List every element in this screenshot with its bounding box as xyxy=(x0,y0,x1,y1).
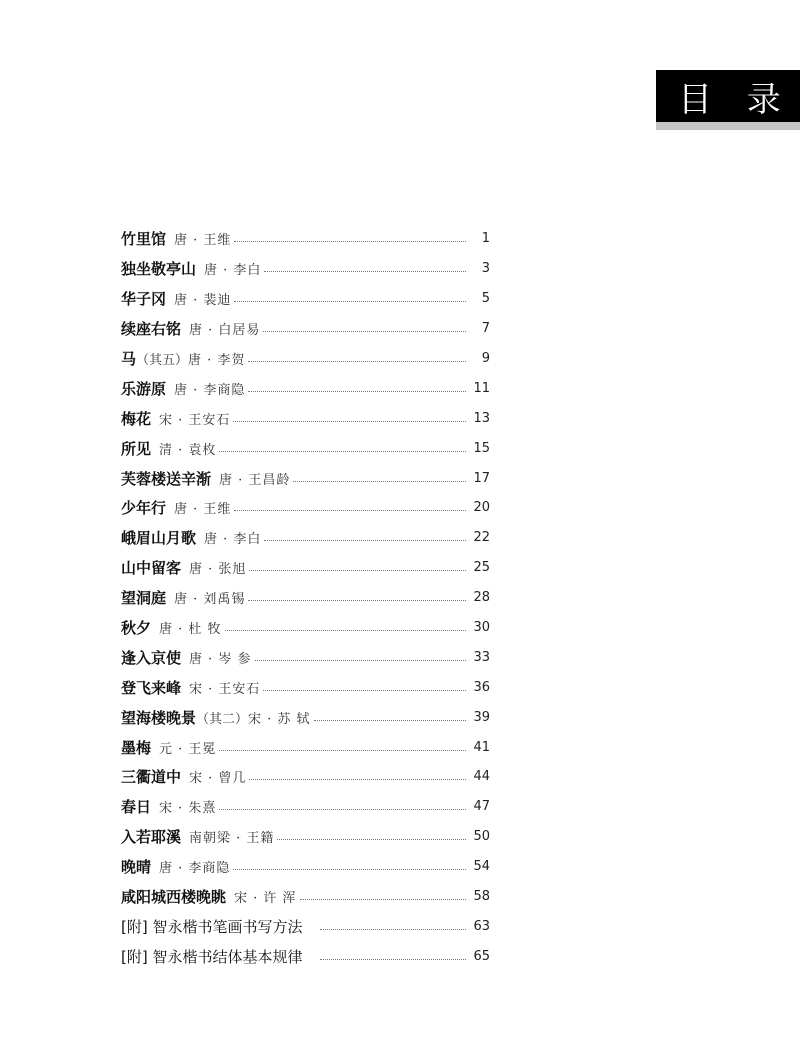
poem-author: 唐 · 李商隐 xyxy=(174,382,246,398)
poem-author: 唐 · 裴迪 xyxy=(174,293,232,309)
poem-author: 唐 · 李商隐 xyxy=(159,861,231,877)
page-number: 58 xyxy=(473,889,490,905)
dot-leader xyxy=(293,481,466,482)
poem-author: 唐 · 张旭 xyxy=(189,562,247,578)
poem-title: 逢入京使 xyxy=(121,648,182,667)
page-number: 5 xyxy=(481,291,490,307)
poem-title: 独坐敬亭山 xyxy=(121,260,197,279)
poem-title: 少年行 xyxy=(121,499,167,518)
dot-leader xyxy=(263,331,466,332)
poem-author: 唐 · 王维 xyxy=(174,233,232,249)
toc-entry[interactable] xyxy=(121,463,490,493)
dot-leader xyxy=(277,839,466,840)
dot-leader xyxy=(233,869,466,870)
dot-leader xyxy=(263,690,466,691)
toc-entry[interactable] xyxy=(121,433,490,463)
toc-entry[interactable] xyxy=(121,583,490,613)
dot-leader xyxy=(234,301,466,302)
poem-title: 望洞庭 xyxy=(121,589,167,608)
toc-entry[interactable] xyxy=(121,403,490,433)
toc-entry[interactable] xyxy=(121,224,490,254)
dot-leader xyxy=(248,391,466,392)
poem-author: 南朝梁 · 王籍 xyxy=(189,831,275,847)
toc-entry[interactable] xyxy=(121,882,490,912)
poem-title: 登飞来峰 xyxy=(121,678,182,697)
page-number: 25 xyxy=(473,560,490,576)
poem-author: 唐 · 杜 牧 xyxy=(159,622,222,638)
page-number: 36 xyxy=(473,679,490,695)
page-number: 3 xyxy=(481,261,490,277)
poem-author: 唐 · 王昌龄 xyxy=(219,472,291,488)
dot-leader xyxy=(234,510,466,511)
poem-title: 芙蓉楼送辛渐 xyxy=(121,469,212,488)
toc-entry[interactable] xyxy=(121,642,490,672)
poem-author: 唐 · 白居易 xyxy=(189,323,261,339)
page-number: 30 xyxy=(473,620,490,636)
poem-author: 清 · 袁枚 xyxy=(159,442,217,458)
toc-entry[interactable] xyxy=(121,762,490,792)
toc-entry[interactable] xyxy=(121,702,490,732)
toc-entry[interactable] xyxy=(121,732,490,762)
toc-entry[interactable] xyxy=(121,553,490,583)
page-number: 13 xyxy=(473,410,490,426)
poem-title: 墨梅 xyxy=(121,738,152,757)
page-number: 54 xyxy=(473,859,490,875)
poem-title: 晚晴 xyxy=(121,858,152,877)
page-number: 1 xyxy=(481,231,490,247)
poem-title: 春日 xyxy=(121,798,152,817)
poem-author: 元 · 王冕 xyxy=(159,741,217,757)
toc-entry[interactable] xyxy=(121,373,490,403)
poem-title: 咸阳城西楼晚眺 xyxy=(121,888,227,907)
poem-title: 马 xyxy=(121,350,137,368)
dot-leader xyxy=(264,271,466,272)
toc-entry[interactable] xyxy=(121,852,490,882)
poem-author: 唐 · 李白 xyxy=(204,532,262,548)
toc-entry[interactable] xyxy=(121,284,490,314)
poem-author: 宋 · 曾几 xyxy=(189,771,247,787)
poem-title: 梅花 xyxy=(121,409,152,428)
appendix-title: [附] 智永楷书结体基本规律 xyxy=(121,947,303,966)
dot-leader xyxy=(320,929,466,930)
toc-entry[interactable] xyxy=(121,254,490,284)
dot-leader xyxy=(219,750,466,751)
poem-title: 山中留客 xyxy=(121,559,182,578)
dot-leader xyxy=(233,421,466,422)
toc-header-title: 目 录 xyxy=(656,70,800,122)
dot-leader xyxy=(248,600,466,601)
page-number: 9 xyxy=(481,351,490,366)
poem-subtitle: （其二） xyxy=(196,711,249,727)
toc-appendix-entry[interactable] xyxy=(121,911,490,941)
poem-author: 宋 · 朱熹 xyxy=(159,801,217,817)
poem-title: 竹里馆 xyxy=(121,230,167,249)
toc-entry[interactable] xyxy=(121,314,490,344)
toc-entry[interactable] xyxy=(121,493,490,523)
page-number: 17 xyxy=(473,470,490,486)
page-number: 63 xyxy=(473,918,490,934)
poem-title: 望海楼晚景 xyxy=(121,708,197,727)
toc-entry[interactable] xyxy=(121,792,490,822)
toc-header-tab xyxy=(656,70,800,130)
toc-appendix-entry[interactable] xyxy=(121,941,490,971)
page-number: 11 xyxy=(473,380,490,396)
poem-title: 续座右铭 xyxy=(121,320,182,339)
dot-leader xyxy=(249,779,466,780)
dot-leader xyxy=(300,899,466,900)
dot-leader xyxy=(320,959,466,960)
page-number: 15 xyxy=(473,440,490,456)
dot-leader xyxy=(255,660,466,661)
poem-title: 峨眉山月歌 xyxy=(121,529,197,548)
toc-entry[interactable] xyxy=(121,613,490,643)
poem-author: 宋 · 许 浑 xyxy=(234,891,297,907)
dot-leader xyxy=(264,540,466,541)
page-number: 65 xyxy=(473,948,490,964)
toc-entry[interactable] xyxy=(121,672,490,702)
page-number: 41 xyxy=(473,739,490,755)
page-number: 39 xyxy=(473,709,490,725)
poem-author: 宋 · 苏 轼 xyxy=(248,711,311,727)
poem-title: 所见 xyxy=(121,439,152,458)
poem-title: 华子冈 xyxy=(121,290,167,309)
page-number: 33 xyxy=(473,649,490,665)
poem-title: 入若耶溪 xyxy=(121,828,182,847)
poem-title: 三衢道中 xyxy=(121,768,182,787)
page-number: 20 xyxy=(473,500,490,516)
dot-leader xyxy=(234,241,466,242)
toc-entry[interactable] xyxy=(121,344,490,374)
appendix-title: [附] 智永楷书笔画书写方法 xyxy=(121,917,303,936)
toc-entry[interactable] xyxy=(121,523,490,553)
dot-leader xyxy=(219,451,466,452)
page-number: 44 xyxy=(473,769,490,785)
poem-title: 秋夕 xyxy=(121,619,152,638)
poem-author: 唐 · 李贺 xyxy=(188,353,246,368)
poem-author: 宋 · 王安石 xyxy=(159,412,231,428)
table-of-contents xyxy=(121,224,490,971)
page-number: 28 xyxy=(473,590,490,606)
dot-leader xyxy=(249,570,466,571)
dot-leader xyxy=(248,361,466,362)
poem-author: 唐 · 岑 参 xyxy=(189,651,252,667)
dot-leader xyxy=(219,809,466,810)
poem-subtitle: （其五） xyxy=(136,353,189,368)
page-number: 7 xyxy=(481,321,490,337)
page-number: 22 xyxy=(473,530,490,546)
page-number: 47 xyxy=(473,799,490,815)
toc-entry[interactable] xyxy=(121,822,490,852)
poem-author: 宋 · 王安石 xyxy=(189,681,261,697)
dot-leader xyxy=(314,720,466,721)
dot-leader xyxy=(225,630,466,631)
poem-author: 唐 · 王维 xyxy=(174,502,232,518)
poem-title: 乐游原 xyxy=(121,379,167,398)
poem-author: 唐 · 刘禹锡 xyxy=(174,592,246,608)
page-number: 50 xyxy=(473,829,490,845)
poem-author: 唐 · 李白 xyxy=(204,263,262,279)
